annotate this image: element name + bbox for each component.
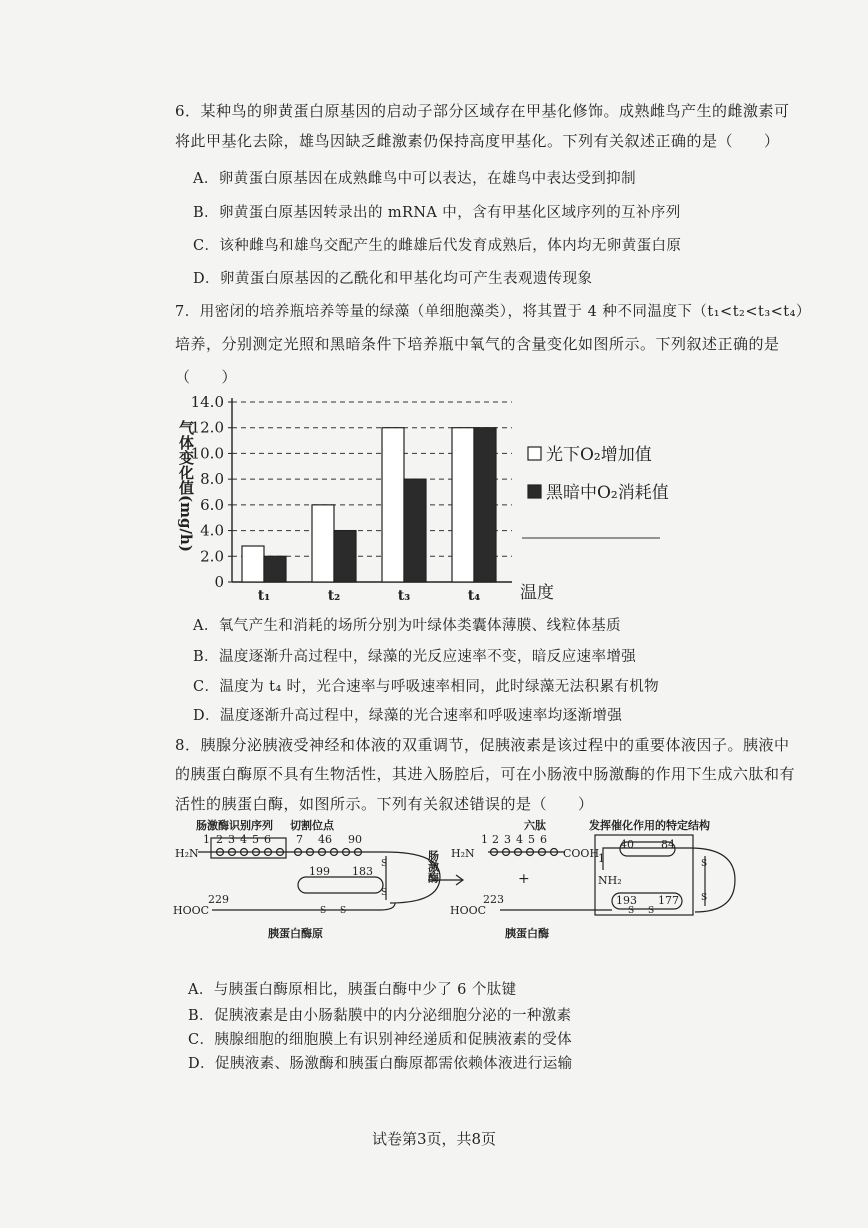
q8-stem-line3: 活性的胰蛋白酶，如图所示。下列有关叙述错误的是（ ） (175, 795, 594, 813)
x-axis-label: 温度 (520, 583, 554, 603)
num-1: 1 (203, 833, 210, 846)
q6-option-c: C．该种雌鸟和雄鸟交配产生的雌雄后代发育成熟后，体内均无卵黄蛋白原 (193, 238, 682, 254)
num-90: 90 (348, 833, 362, 846)
y-tick-label-5: 10.0 (190, 444, 224, 463)
y-tick-label-2: 4.0 (200, 521, 224, 540)
x-tick-label-2: t₂ (327, 588, 341, 604)
num-2: 2 (216, 833, 223, 846)
q7-option-c: C．温度为 t₄ 时，光合速率与呼吸速率相同，此时绿藻无法积累有机物 (193, 679, 660, 695)
q7-option-a: A．氧气产生和消耗的场所分别为叶绿体类囊体薄膜、线粒体基质 (193, 618, 622, 634)
label-cut-site: 切割位点 (290, 819, 334, 832)
q6-option-d: D．卵黄蛋白原基因的乙酰化和甲基化均可产生表观遗传现象 (193, 271, 593, 287)
hexapeptide-n-terminus: H₂N (451, 847, 475, 860)
num-7: 7 (296, 833, 303, 846)
num-4: 4 (240, 833, 247, 846)
q7-option-b: B．温度逐渐升高过程中，绿藻的光反应速率不变，暗反应速率增强 (193, 649, 637, 665)
q8-stem-line2: 的胰蛋白酶原不具有生物活性，其进入肠腔后，可在小肠液中肠激酶的作用下生成六肽和有 (175, 765, 796, 783)
y-tick-label-6: 12.0 (190, 418, 224, 437)
disulfide-s-8: S (648, 906, 655, 916)
disulfide-s-6: S (701, 893, 708, 903)
num-223: 223 (483, 893, 504, 906)
trypsin-n-terminus: NH₂ (598, 874, 622, 887)
disulfide-s-1: S (381, 859, 388, 869)
hexa-num-1: 1 (481, 833, 488, 846)
trypsin-num-1: 1 (598, 852, 605, 865)
y-tick-label-4: 8.0 (200, 470, 224, 489)
num-6: 6 (264, 833, 271, 846)
label-enterokinase: 肠激酶 (426, 850, 440, 883)
disulfide-s-2: S (381, 888, 388, 898)
disulfide-s-7: S (628, 906, 635, 916)
y-tick-label-1: 2.0 (200, 547, 224, 566)
label-trypsin: 胰蛋白酶 (505, 927, 549, 940)
hexa-num-5: 5 (528, 833, 535, 846)
num-183: 183 (352, 865, 373, 878)
num-46: 46 (318, 833, 332, 846)
y-tick-label-0: 0 (214, 573, 224, 591)
y-tick-label-3: 6.0 (200, 495, 224, 514)
q6-stem-line1: 6．某种鸟的卵黄蛋白原基因的启动子部分区域存在甲基化修饰。成熟雌鸟产生的雌激素可 (175, 102, 790, 120)
q8-stem-line1: 8．胰腺分泌胰液受神经和体液的双重调节，促胰液素是该过程中的重要体液因子。胰液中 (175, 736, 790, 754)
q8-option-d: D．促胰液素、肠激酶和胰蛋白酶原都需依赖体液进行运输 (188, 1056, 573, 1072)
plus-sign: + (518, 871, 530, 887)
page-footer: 试卷第3页，共8页 (371, 1130, 497, 1148)
y-tick-label-7: 14.0 (190, 393, 224, 411)
num-177: 177 (658, 894, 679, 907)
hexa-num-3: 3 (504, 833, 511, 846)
num-3: 3 (228, 833, 235, 846)
label-hexapeptide: 六肽 (524, 819, 546, 832)
x-tick-label-1: t₁ (257, 588, 271, 604)
q8-option-a: A．与胰蛋白酶原相比，胰蛋白酶中少了 6 个肽键 (188, 982, 517, 998)
num-229: 229 (208, 893, 229, 906)
hexapeptide-c-terminus: COOH (563, 847, 600, 860)
q7-stem-line3: （ ） (175, 368, 238, 386)
zymogen-c-terminus: HOOC (173, 904, 210, 917)
label-recognition-seq: 肠激酶识别序列 (196, 819, 273, 832)
hexa-num-2: 2 (492, 833, 499, 846)
num-40: 40 (620, 838, 634, 851)
q6-stem-line2: 将此甲基化去除，雄鸟因缺乏雌激素仍保持高度甲基化。下列有关叙述正确的是（ ） (175, 132, 780, 150)
label-catalytic-structure: 发挥催化作用的特定结构 (589, 819, 710, 832)
num-193: 193 (616, 894, 637, 907)
q7-option-d: D．温度逐渐升高过程中，绿藻的光合速率和呼吸速率均逐渐增强 (193, 708, 623, 724)
disulfide-s-4: S (340, 906, 347, 916)
q8-option-c: C．胰腺细胞的细胞膜上有识别神经递质和促胰液素的受体 (188, 1032, 572, 1048)
hexa-num-6: 6 (540, 833, 547, 846)
num-84: 84 (661, 838, 675, 851)
num-199: 199 (309, 865, 330, 878)
zymogen-n-terminus: H₂N (175, 847, 199, 860)
legend-label-1: 光下O₂增加值 (546, 445, 652, 465)
x-tick-label-4: t₄ (467, 588, 481, 604)
disulfide-s-3: S (320, 906, 327, 916)
trypsin-c-terminus: HOOC (450, 904, 487, 917)
x-tick-label-3: t₃ (397, 588, 411, 604)
num-5: 5 (252, 833, 259, 846)
q7-stem-line2: 培养，分别测定光照和黑暗条件下培养瓶中氧气的含量变化如图所示。下列叙述正确的是 (175, 335, 780, 353)
q6-option-a: A．卵黄蛋白原基因在成熟雌鸟中可以表达，在雄鸟中表达受到抑制 (193, 171, 636, 187)
disulfide-s-5: S (701, 859, 708, 869)
q7-stem-line1: 7．用密闭的培养瓶培养等量的绿藻（单细胞藻类），将其置于 4 种不同温度下（t₁<t₂<t₃<t₄） (175, 304, 811, 320)
label-zymogen: 胰蛋白酶原 (268, 927, 323, 940)
legend-label-2: 黑暗中O₂消耗值 (546, 483, 669, 503)
q6-option-b: B．卵黄蛋白原基因转录出的 mRNA 中，含有甲基化区域序列的互补序列 (193, 205, 681, 221)
hexa-num-4: 4 (516, 833, 523, 846)
q8-option-b: B．促胰液素是由小肠黏膜中的内分泌细胞分泌的一种激素 (188, 1008, 572, 1024)
y-axis-label: 气体变化值(mg/h) (177, 420, 195, 552)
